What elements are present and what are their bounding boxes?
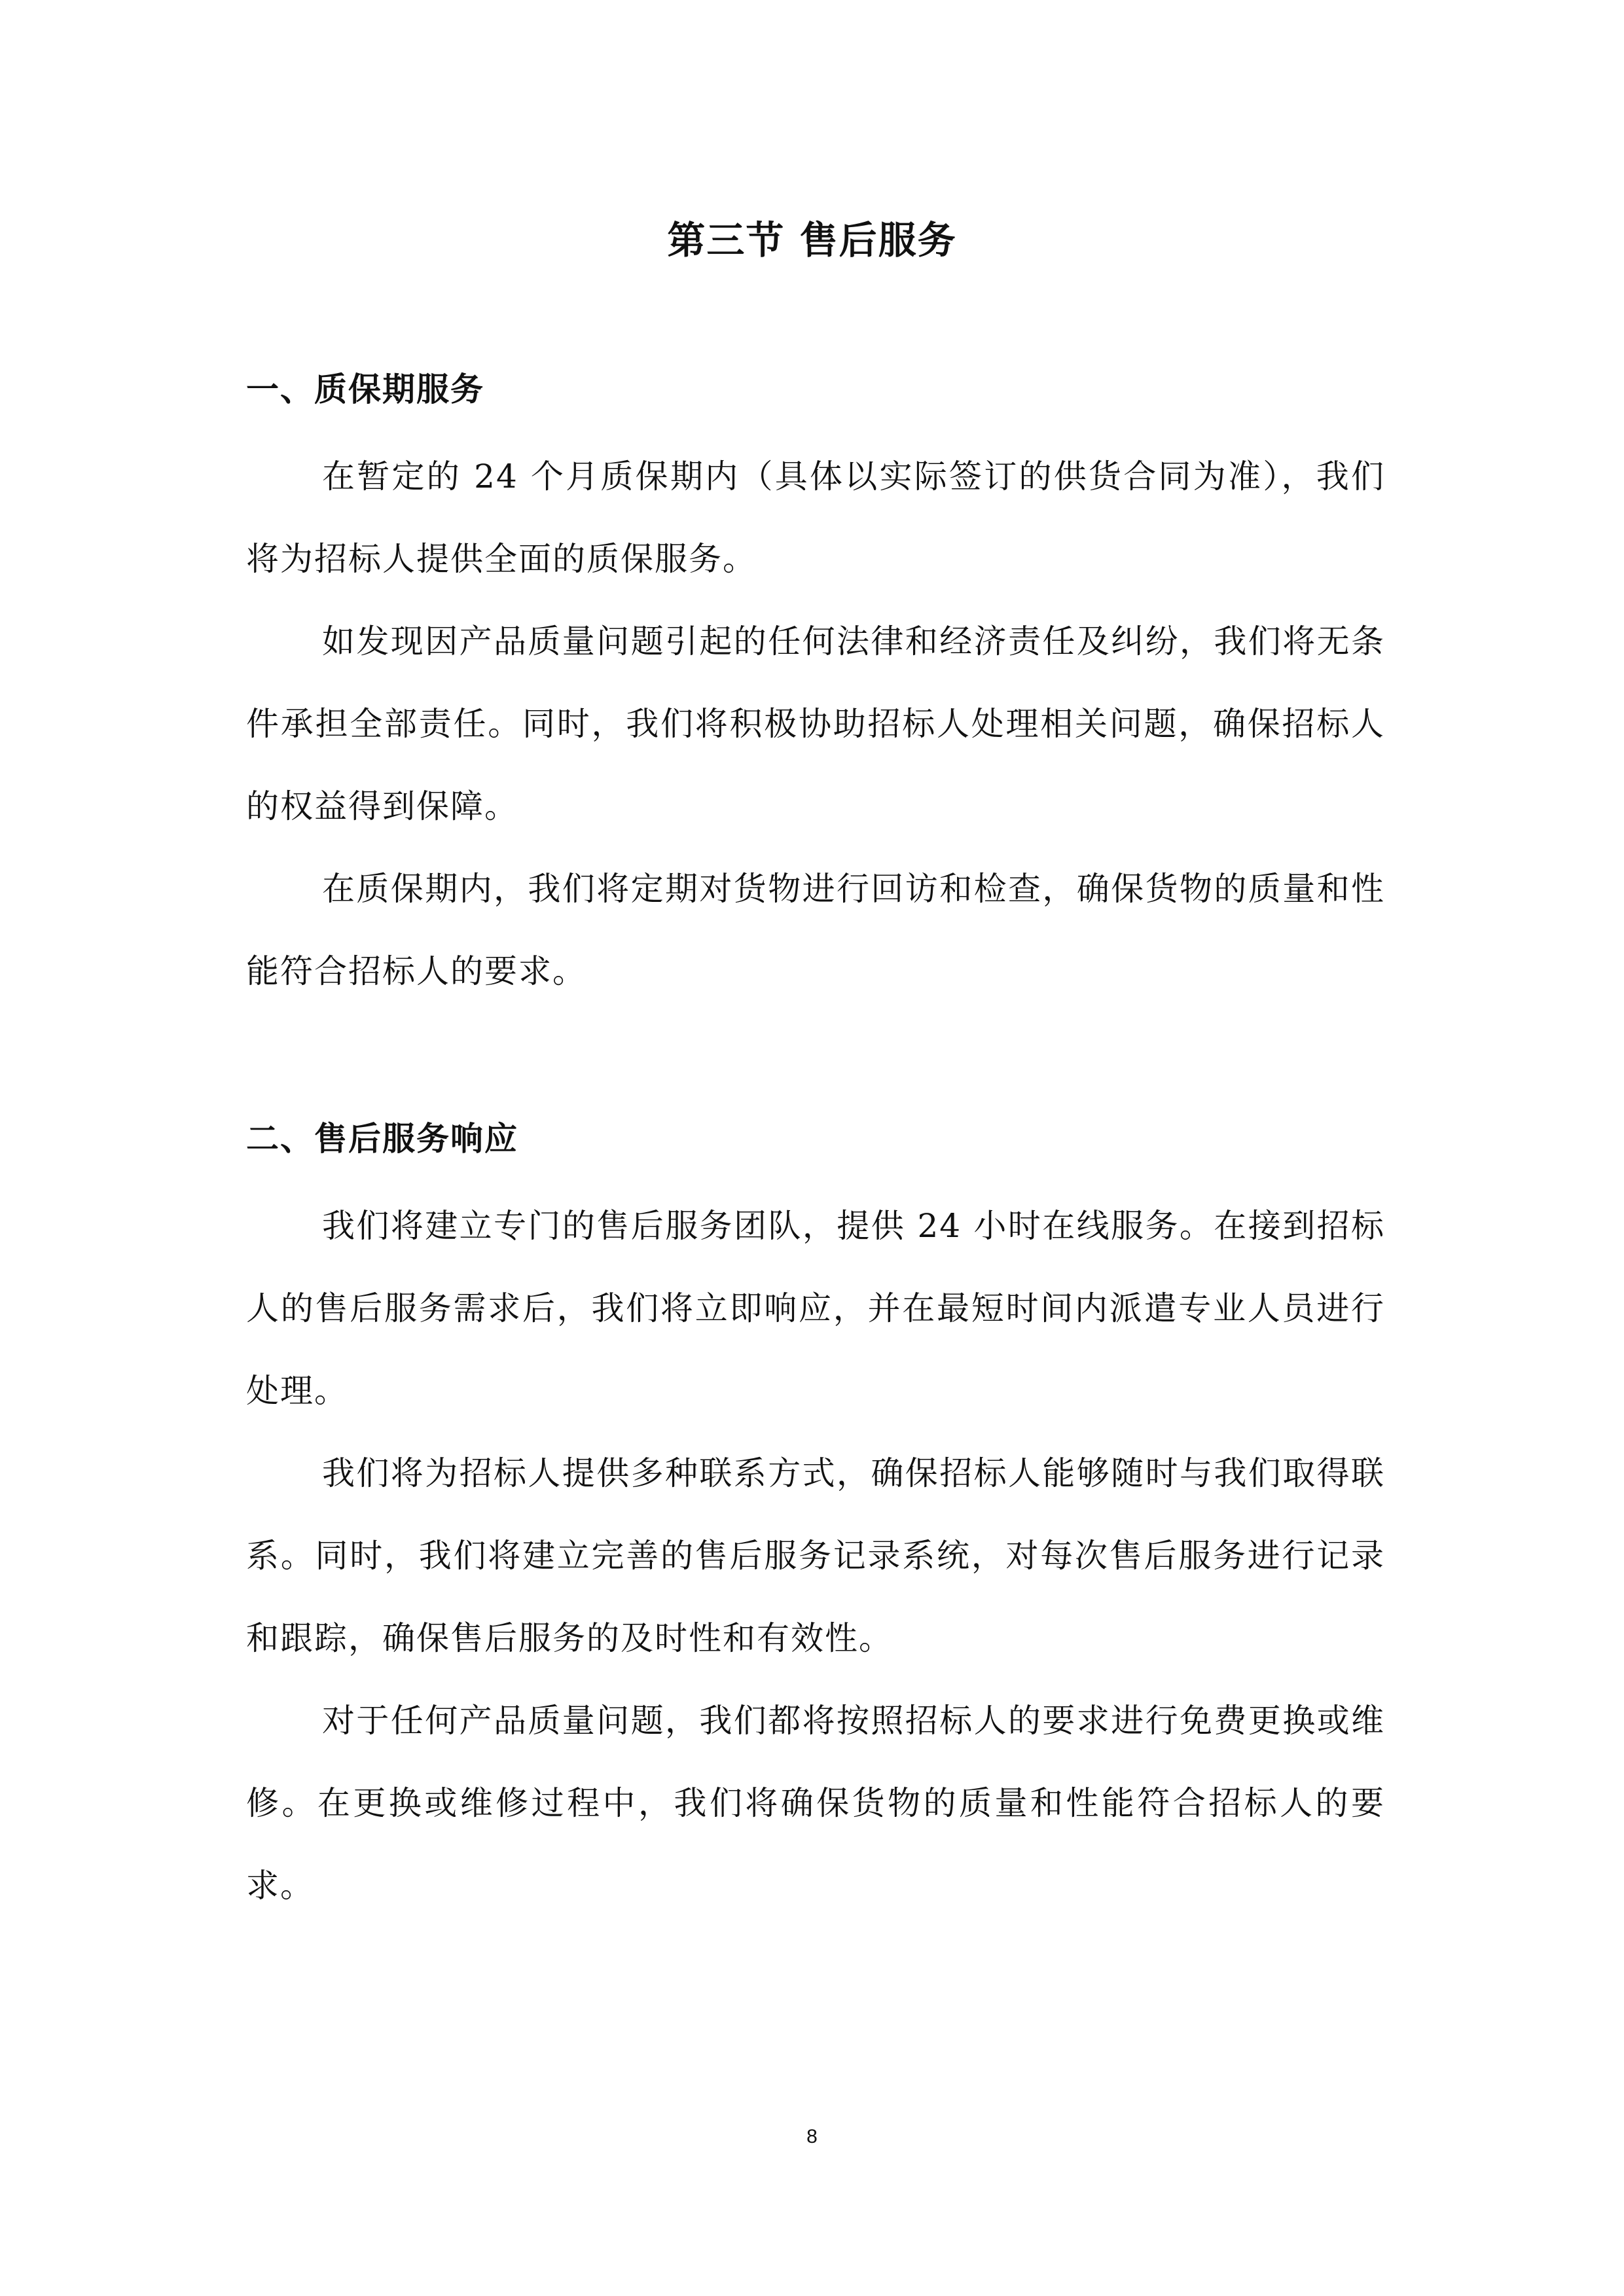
- paragraph: 在质保期内，我们将定期对货物进行回访和检查，确保货物的质量和性能符合招标人的要求。: [246, 870, 1385, 990]
- section-heading-after-sales-response: 二、售后服务响应: [246, 1119, 518, 1158]
- paragraph: 如发现因产品质量问题引起的任何法律和经济责任及纠纷，我们将无条件承担全部责任。同时，我们将积极协助招标人处理相关问题，确保招标人的权益得到保障。: [246, 622, 1385, 825]
- paragraph: 我们将建立专门的售后服务团队，提供 24 小时在线服务。在接到招标人的售后服务需求后，我们将立即响应，并在最短时间内派遣专业人员进行处理。: [246, 1207, 1385, 1410]
- paragraph: 在暂定的 24 个月质保期内（具体以实际签订的供货合同为准），我们将为招标人提供全面的质保服务。: [246, 457, 1385, 578]
- section-heading-warranty: 一、质保期服务: [246, 370, 484, 408]
- page-title: 第三节 售后服务: [667, 218, 957, 262]
- paragraph: 我们将为招标人提供多种联系方式，确保招标人能够随时与我们取得联系。同时，我们将建立完善的售后服务记录系统，对每次售后服务进行记录和跟踪，确保售后服务的及时性和有效性。: [246, 1454, 1385, 1657]
- page-number: 8: [806, 2126, 818, 2147]
- paragraph: 对于任何产品质量问题，我们都将按照招标人的要求进行免费更换或维修。在更换或维修过程中，我们将确保货物的质量和性能符合招标人的要求。: [246, 1702, 1385, 1905]
